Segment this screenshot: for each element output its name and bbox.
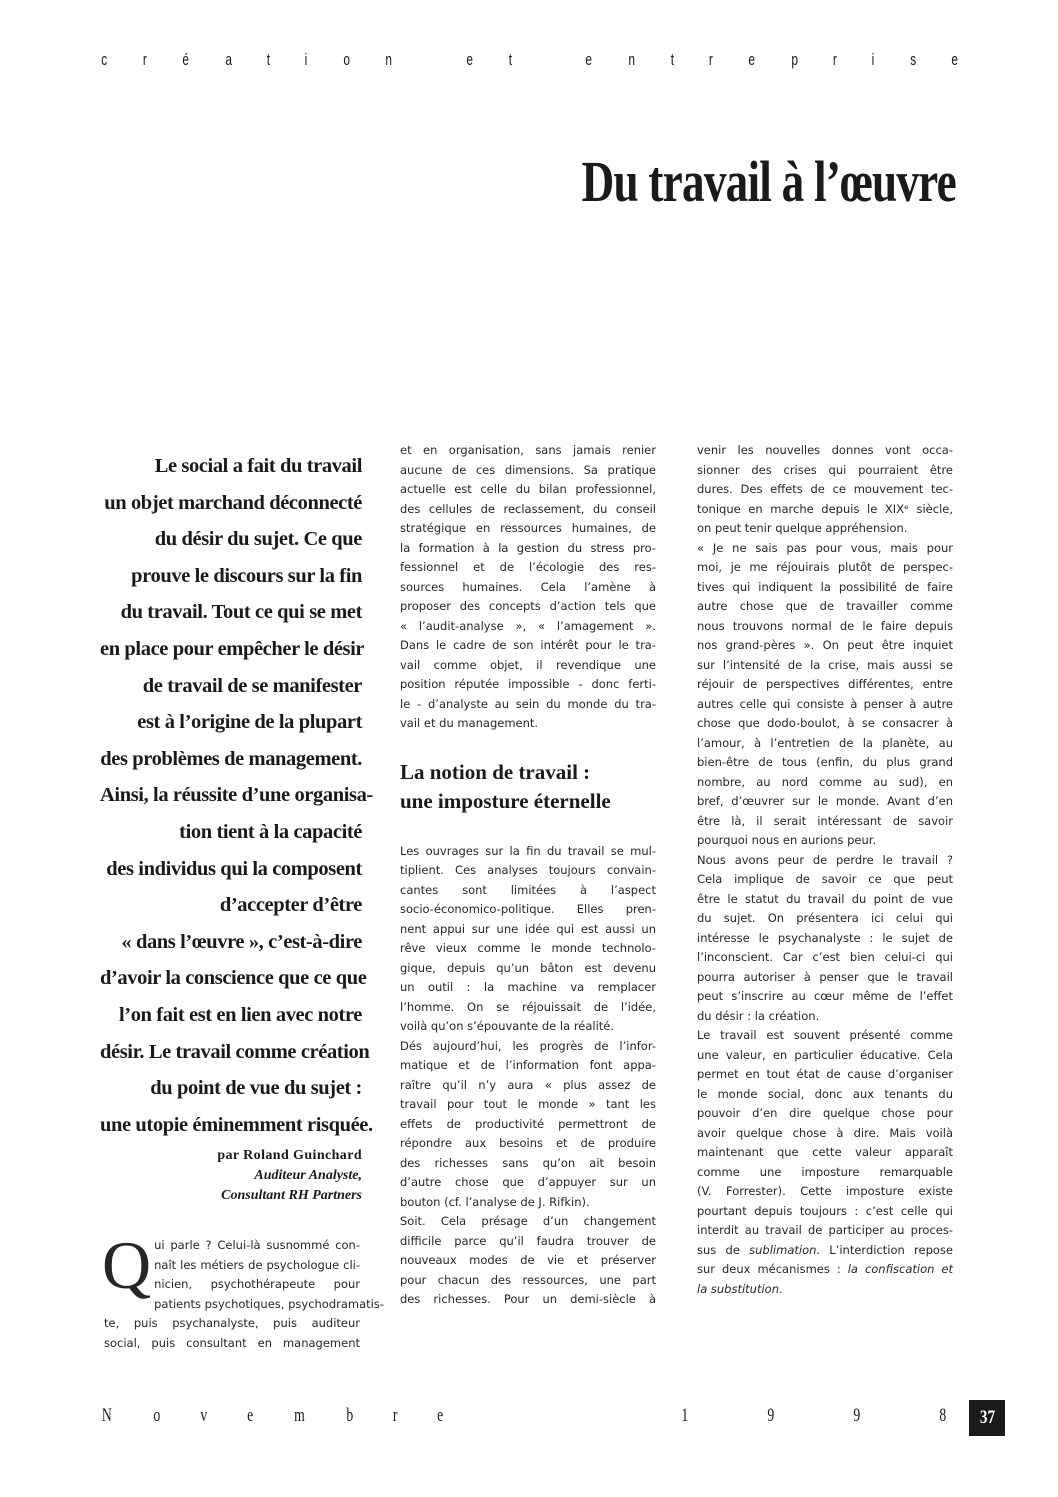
text-line: te, puis psychanalyste, puis auditeur [104,1316,360,1330]
text-line: du désir du sujet. Ce que [154,528,362,551]
text-line: comme une imposture remarquable [697,1164,953,1179]
text-line: social, puis consultant en management [104,1335,360,1350]
text-line: Cela implique de savoir ce que peut [697,872,953,886]
text-line: pouvoir d’en dire quelque chose pour [697,1106,953,1120]
text-line: le monde social, donc aux tenants du [697,1086,953,1101]
rubric-letter: o [343,50,350,69]
text-line: tiplient. Ces analyses toujours convain- [400,863,656,877]
text-line: autre chose que de travailler comme [697,599,953,613]
text-line: est à l’origine de la plupart [137,711,362,734]
rubric-letter: a [225,50,232,69]
month-letter: N [101,1405,112,1426]
paragraph [697,539,953,851]
issue-month [100,1405,445,1427]
body-column-3 [697,441,953,1299]
rubric-letter: t [508,50,513,69]
text-line: socio-économico-politique. Elles pren- [400,902,656,916]
text-line: Le social a fait du travail [154,455,362,477]
text-line: intéresse le psychanalyste : le sujet de [697,930,953,945]
section-heading-line: une imposture éternelle [400,788,611,813]
text-line: l’homme. On se réjouissait de l’idée, [400,999,656,1014]
paragraph [400,842,656,1037]
month-letter: b [346,1405,354,1426]
text-line: un objet marchand déconnecté [104,491,362,514]
text-run: . [779,1281,783,1296]
text-line: difficile parce qu’il faudra trouver de [400,1233,656,1248]
month-letter: e [437,1405,444,1426]
text-line: des cellules de reclassement, du conseil [400,501,656,516]
text-line: rêve vieux comme le monde technolo- [400,941,656,955]
text-line: voilà qu’on s’épouvante de la réalité. [400,1019,615,1033]
text-line: Dans le cadre de son intérêt pour le tra- [400,638,656,652]
month-letter: v [200,1405,208,1426]
text-line: vail et du management. [400,716,539,730]
year-digit: 9 [767,1405,775,1426]
page-number-text: 37 [979,1407,995,1428]
text-line: moi, je me réjouirais plutôt de perspec- [697,560,953,574]
text-line: tives qui indiquent la possibilité de faire [697,579,953,594]
text-line: peut s’inscrire au cœur même de l’effet [697,989,953,1003]
text-line: sur l’intensité de la crise, mais aussi se [697,657,953,672]
text-line: des individus qui la composent [106,857,362,880]
year-digit: 8 [939,1405,947,1426]
text-line: d’autre chose que d’appuyer sur un [400,1175,656,1189]
month-letter: o [152,1405,160,1426]
author-role: Auditeur Analyste, [254,1168,362,1183]
page-footer [100,1403,970,1433]
text-line: sources humaines. Cela l’amène à [400,579,656,594]
text-line: « Je ne sais pas pour vous, mais pour [697,540,953,555]
month-letter: m [294,1405,306,1426]
text-line: nouveaux modes de vie et préserver [400,1253,656,1267]
text-line: stratégique en ressources humaines, de [400,521,656,535]
text-line: pourquoi nous en aurions peur. [697,833,877,847]
text-line: interdit au travail de participer au proces- [697,1223,953,1237]
text-line: être le statut du travail du point de vue [697,891,953,906]
body-column-1 [102,1227,385,1353]
text-line: vail comme objet, il revendique une [400,657,656,672]
text-line: Soit. Cela présage d’un changement [400,1214,656,1228]
text-line: « dans l’œuvre », c’est-à-dire [121,930,362,953]
section-heading [400,758,656,816]
text-line: autres celle qui consiste à penser à autre [697,696,953,711]
text-line: Les ouvrages sur la fin du travail se mul- [400,843,656,858]
article-lead [100,448,373,1143]
author-company: Consultant RH Partners [221,1188,362,1203]
text-line: raître qu’il n’y aura « plus assez de [400,1077,656,1092]
text-line: nicien, psychothérapeute pour [154,1277,360,1291]
rubric-letter: e [951,50,959,69]
text-line: travail pour tout le monde » tant les [400,1097,656,1111]
text-line: nos grand-pères ». On peut être inquiet [697,638,953,652]
text-line: pour chacun des ressources, une part [400,1272,656,1287]
text-run: . L’interdiction repose [816,1242,953,1257]
text-line: nent appui sur une idée qui est aussi un [400,921,656,936]
text-line: proposer des concepts d’action tels que [400,599,656,613]
rubric-letter: i [305,50,308,69]
text-line: cantes sont limitées à l’aspect [400,882,656,897]
text-line: le - d’analyste au sein du monde du tra- [400,696,656,711]
text-line: permet en tout état de cause d’organiser [697,1067,953,1081]
text-line: Nous avons peur de perdre le travail ? [697,852,953,867]
rubric-letter: é [182,50,189,69]
text-line: patients psychotiques, psychodramatis- [154,1296,385,1311]
paragraph-continuation [697,1241,953,1300]
paragraph [400,1212,656,1310]
author-name: par Roland Guinchard [217,1148,362,1163]
text-line: un outil : la machine va remplacer [400,980,656,994]
text-line: d’accepter d’être [219,894,362,917]
text-line: bouton (cf. l’analyse de J. Rifkin). [400,1194,590,1209]
italic-term: la substitution [697,1281,779,1296]
text-line: effets de productivité permettront de [400,1116,656,1131]
paragraph [400,1037,656,1213]
rubric-letter: p [791,50,798,69]
text-line: du point de vue du sujet : [150,1077,362,1100]
text-line: l’on fait est en lien avec notre [118,1003,362,1026]
text-line: sionner des crises qui pourraient être [697,462,953,477]
rubric-letter [428,50,431,70]
text-line: on peut tenir quelque appréhension. [697,521,908,535]
text-line: gique, depuis qu’un bâton est devenu [400,960,656,975]
text-line: pourtant depuis toujours : c’est celle qui [697,1203,953,1218]
text-line: l’inconscient. Car c’est bien celui-ci qui [697,950,953,964]
text-line: nous trouvons normal de le faire depuis [697,618,953,633]
text-line: nombre, au nord comme au sud), en [697,774,953,789]
text-run: sur deux mécanismes : [697,1262,848,1276]
drop-cap: Q [102,1227,152,1303]
section-rubric [100,50,960,70]
text-line: prouve le discours sur la fin [131,564,362,587]
text-line: des richesses sans qu’on ait besoin [400,1155,656,1170]
article-title: Du travail à l’œuvre [581,149,956,214]
rubric-letter [547,50,550,70]
italic-term: sublimation [749,1242,817,1257]
text-line: répondre aux besoins et de produire [400,1136,656,1150]
text-line: en place pour empêcher le désir [100,637,365,660]
text-line: réjouir de perspectives différentes, entre [697,677,953,691]
text-line: et en organisation, sans jamais renier [400,443,656,457]
rubric-letter: e [585,50,593,69]
text-line: maintenant que cette valeur apparaît [697,1145,953,1159]
text-line: naît les métiers de psychologue cli- [154,1257,360,1272]
text-line: désir. Le travail comme création [100,1040,370,1063]
text-line: Dés aujourd’hui, les progrès de l’infor- [400,1038,656,1053]
paragraph [697,441,953,539]
paragraph [400,441,656,734]
text-line: du travail. Tout ce qui se met [120,601,362,624]
year-digit: 9 [853,1405,861,1426]
text-line: la formation à la gestion du stress pro- [400,540,656,555]
text-line: chose que dodo-boulot, à se consacrer à [697,716,953,730]
text-line: du désir : la création. [697,1008,820,1023]
text-line: venir les nouvelles donnes vont occa- [697,443,953,457]
text-line: actuelle est celle du bilan professionnel, [400,482,656,496]
text-line: bien-être de tous (enfin, du plus grand [697,755,953,769]
rubric-letter: r [833,50,838,69]
text-line: ui parle ? Celui-là susnommé con- [154,1238,360,1252]
text-line: fessionnel et de l’écologie des res- [400,560,656,574]
text-line: l’amour, à l’entretien de la planète, au [697,735,953,750]
text-line: avoir quelque chose à dire. Mais voilà [697,1125,953,1140]
month-letter: e [247,1405,254,1426]
text-line: du sujet. On présentera ici celui qui [697,911,953,925]
rubric-letter: r [708,50,713,69]
text-line: d’avoir la conscience que ce que [100,967,367,990]
text-line: des richesses. Pour un demi-siècle à [400,1292,656,1306]
issue-year [680,1405,948,1427]
rubric-letter: n [385,50,393,69]
text-line: position réputée impossible - donc ferti- [400,677,656,691]
text-line: pourra autoriser à penser que le travail [697,969,953,984]
byline [100,1146,362,1206]
rubric-letter: t [267,50,271,69]
text-line: matique et de l’information font appa- [400,1058,656,1072]
text-line: tion tient à la capacité [179,820,362,843]
text-line: (V. Forrester). Cette imposture existe [697,1184,953,1198]
body-column-2 [400,441,656,1310]
text-line: une utopie éminemment risquée. [100,1113,373,1136]
text-line: être là, il serait intéressant de savoir [697,813,953,828]
rubric-letter: s [909,50,916,69]
text-line: de travail de se manifester [142,674,362,697]
text-line: Le travail est souvent présenté comme [697,1028,953,1042]
section-heading-line: La notion de travail : [400,759,591,784]
rubric-letter: e [466,50,474,69]
paragraph [697,851,953,1027]
text-line: aucune de ces dimensions. Sa pratique [400,462,656,477]
text-line: Ainsi, la réussite d’une organisa- [100,784,373,807]
text-line: une valeur, en particulier éducative. Cela [697,1047,953,1062]
text-line: tonique en marche depuis le XIXᵉ siècle, [697,501,953,516]
rubric-letter: c [101,50,108,69]
year-digit: 1 [681,1405,689,1426]
month-letter: r [393,1405,398,1426]
text-line: des problèmes de management. [100,747,362,770]
rubric-letter: n [628,50,636,69]
rubric-letter: r [142,50,147,69]
rubric-letter: e [748,50,755,69]
text-line: dures. Des effets de ce mouvement tec- [697,482,953,496]
rubric-letter: i [871,50,875,69]
paragraph [697,1026,953,1241]
page-number [969,1400,1005,1436]
text-line: « l’audit-analyse », « l’amagement ». [400,618,656,633]
text-run: sus de [697,1242,750,1257]
text-line: bref, d’œuvrer sur le monde. Avant d’en [697,794,953,808]
rubric-letter: t [670,50,674,69]
italic-term: la confiscation et [847,1262,953,1276]
